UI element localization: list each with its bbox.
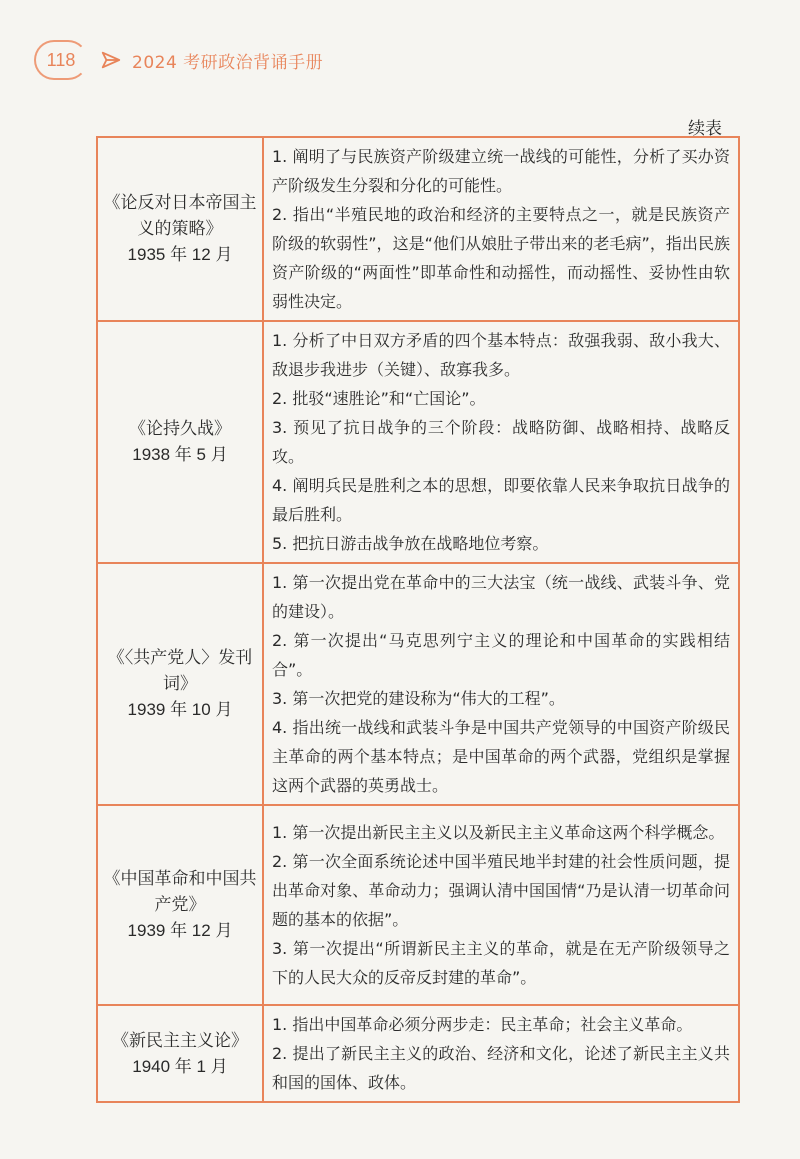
work-title: 《新民主主义论》 xyxy=(112,1030,248,1051)
table-row xyxy=(97,137,739,321)
point-item: 2. 指出“半殖民地的政治和经济的主要特点之一，就是民族资产阶级的软弱性”，这是“他们从娘肚子带出来的老毛病”，指出民族资产阶级的“两面性”即革命性和动摇性，而动摇性、妥协性由软弱性决定。 xyxy=(272,205,730,311)
work-date: 1939 年 12 月 xyxy=(127,921,233,940)
point-item: 1. 分析了中日双方矛盾的四个基本特点：敌强我弱、敌小我大、敌退步我进步（关键）、敌寡我多。 xyxy=(272,331,730,379)
point-item: 3. 预见了抗日战争的三个阶段：战略防御、战略相持、战略反攻。 xyxy=(272,418,730,466)
work-title-cell xyxy=(97,137,263,321)
point-item: 1. 阐明了与民族资产阶级建立统一战线的可能性，分析了买办资产阶级发生分裂和分化的可能性。 xyxy=(272,147,730,195)
book-title: 2024 考研政治背诵手册 xyxy=(132,52,324,73)
table-row xyxy=(97,563,739,805)
work-title: 《中国革命和中国共产党》 xyxy=(103,869,257,915)
point-item: 1. 第一次提出新民主主义以及新民主主义革命这两个科学概念。 xyxy=(272,823,725,842)
work-title-cell xyxy=(97,321,263,563)
point-item: 2. 批驳“速胜论”和“亡国论”。 xyxy=(272,389,486,408)
table-row xyxy=(97,805,739,1005)
point-item: 1. 第一次提出党在革命中的三大法宝（统一战线、武装斗争、党的建设）。 xyxy=(272,573,730,621)
point-item: 4. 阐明兵民是胜利之本的思想，即要依靠人民来争取抗日战争的最后胜利。 xyxy=(272,476,730,524)
point-item: 5. 把抗日游击战争放在战略地位考察。 xyxy=(272,534,549,553)
work-title-cell xyxy=(97,1005,263,1102)
work-date: 1935 年 12 月 xyxy=(127,245,233,264)
points-cell xyxy=(263,805,739,1005)
work-date: 1940 年 1 月 xyxy=(132,1056,228,1076)
points-cell xyxy=(263,1005,739,1102)
work-title-cell xyxy=(97,563,263,805)
point-item: 2. 提出了新民主主义的政治、经济和文化，论述了新民主主义共和国的国体、政体。 xyxy=(272,1044,730,1092)
table-row xyxy=(97,321,739,563)
page-number: 118 xyxy=(34,40,88,80)
points-cell xyxy=(263,321,739,563)
point-item: 2. 第一次全面系统论述中国半殖民地半封建的社会性质问题，提出革命对象、革命动力；强调认清中国国情“乃是认清一切革命问题的基本的依据”。 xyxy=(272,852,730,929)
points-cell xyxy=(263,137,739,321)
work-title: 《论持久战》 xyxy=(129,419,231,439)
works-table xyxy=(96,136,740,1103)
points-cell xyxy=(263,563,739,805)
point-item: 3. 第一次提出“所谓新民主主义的革命，就是在无产阶级领导之下的人民大众的反帝反封建的革命”。 xyxy=(272,939,730,987)
page-header xyxy=(34,40,323,80)
continued-label: 续表 xyxy=(688,119,722,139)
work-date: 1939 年 10 月 xyxy=(127,700,233,719)
point-item: 1. 指出中国革命必须分两步走：民主革命；社会主义革命。 xyxy=(272,1015,693,1034)
point-item: 3. 第一次把党的建设称为“伟大的工程”。 xyxy=(272,689,565,708)
paper-plane-icon xyxy=(100,49,122,71)
work-title-cell xyxy=(97,805,263,1005)
work-title: 《〈共产党人〉发刊词》 xyxy=(107,648,253,694)
point-item: 4. 指出统一战线和武装斗争是中国共产党领导的中国资产阶级民主革命的两个基本特点；是中国革命的两个武器，党组织是掌握这两个武器的英勇战士。 xyxy=(272,718,730,795)
work-date: 1938 年 5 月 xyxy=(132,445,228,464)
table-row xyxy=(97,1005,739,1102)
point-item: 2. 第一次提出“马克思列宁主义的理论和中国革命的实践相结合”。 xyxy=(272,631,730,679)
work-title: 《论反对日本帝国主义的策略》 xyxy=(103,193,257,239)
